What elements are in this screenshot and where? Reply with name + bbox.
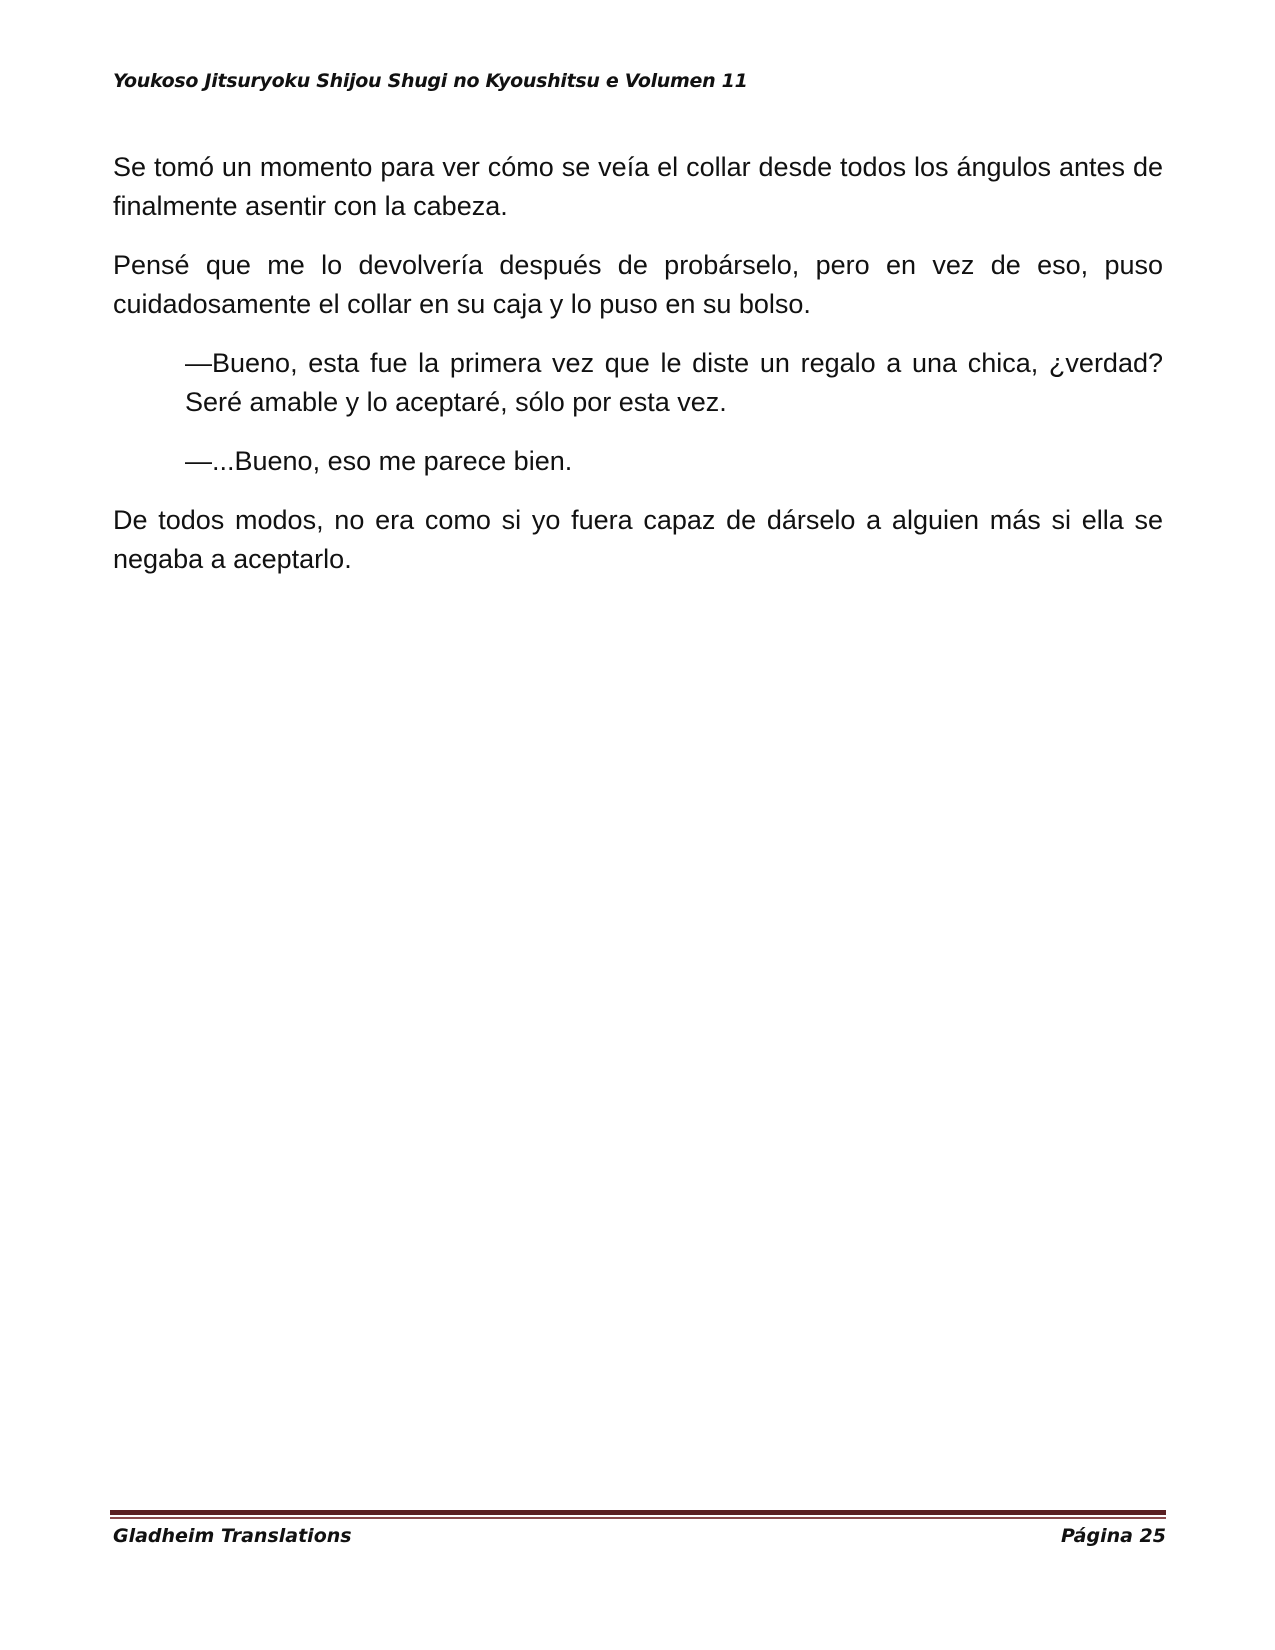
dialogue-line: —...Bueno, eso me parece bien. bbox=[185, 446, 573, 476]
footer-divider bbox=[110, 1510, 1166, 1519]
page-header-title: Youkoso Jitsuryoku Shijou Shugi no Kyoushitsu e Volumen 11 bbox=[113, 70, 748, 92]
paragraph: De todos modos, no era como si yo fuera capaz de dárselo a alguien más si ella se negaba a aceptarlo. bbox=[113, 505, 1163, 574]
footer-page-number: Página 25 bbox=[1060, 1525, 1166, 1547]
footer-divider-thin bbox=[110, 1517, 1166, 1519]
footer-translator-credit: Gladheim Translations bbox=[113, 1525, 352, 1547]
paragraph: Se tomó un momento para ver cómo se veía el collar desde todos los ángulos antes de finalmente asentir con la cabeza. bbox=[113, 152, 1163, 221]
paragraph: Pensé que me lo devolvería después de probárselo, pero en vez de eso, puso cuidadosamente el collar en su caja y lo puso en su bolso. bbox=[113, 250, 1163, 319]
body-text bbox=[113, 148, 1163, 599]
dialogue-line: —Bueno, esta fue la primera vez que le diste un regalo a una chica, ¿verdad? Seré amable y lo aceptaré, sólo por esta vez. bbox=[185, 348, 1163, 417]
footer-divider-thick bbox=[110, 1510, 1166, 1515]
